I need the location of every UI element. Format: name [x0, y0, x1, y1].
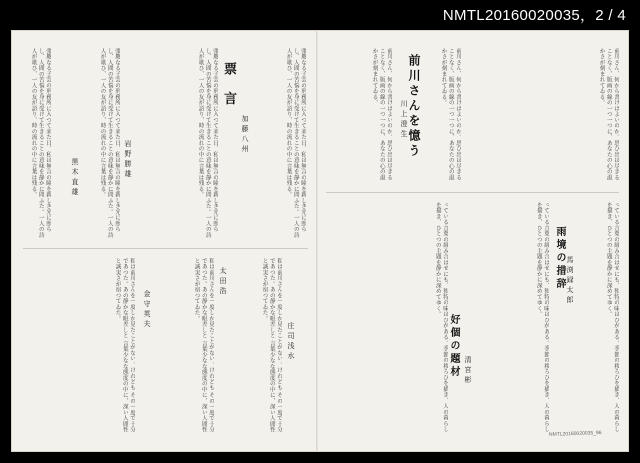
- article-author: 庄司浅水: [287, 322, 295, 362]
- article-body: 前川さん、何から書けばよいのか。思ひ出は尽きることなく、版画の線の一つ一つに、あなたの心の温かさが刻まれてゐる。: [440, 48, 461, 181]
- article-body-cont: 張慶なる子雲の刑務所に入つて来た日、私は無言の瞳を新しき光に照らし、人間の苦悩を身に受けて生きることの意味を静かに問ふた。一人の詩人が歌ひ、一人の友が語り、時の流れの中に言葉は残る。: [197, 48, 218, 238]
- left-top-band: [21, 40, 308, 245]
- article-author: 清宮彬: [464, 356, 472, 386]
- article-body: っている言葉の組み合はせにも、独特の味はひがある。季節の移ろひを描き、人の暮らしを描き、ひとつの主題を静かに深めてゆく。: [535, 202, 549, 432]
- article-body-cont: っている言葉の組み合はせにも、独特の味はひがある。季節の移ろひを描き、人の暮らしを描き、ひとつの主題を静かに深めてゆく。: [434, 202, 448, 432]
- right-bottom-band: [328, 196, 621, 442]
- article-body-cont: 前川さん、何から書けばよいのか。思ひ出は尽きることなく、版画の線の一つ一つに、あなたの心の温かさが刻まれてゐる。: [371, 48, 392, 181]
- article-body-cont: 私は前川さんを一度しか見たことがない。けれども その一度で十分であつた。あの静かな眼差しと 言葉少なな態度の中に、深い人間性と誠実さが宿つてゐた。: [114, 258, 135, 433]
- article-body-cont: 前川さん、何から書けばよいのか。思ひ出は尽きることなく、版画の線の一つ一つに、あなたの心の温かさが刻まれてゐる。: [598, 48, 619, 181]
- article-title: 雨境の措辞: [554, 226, 565, 291]
- article-body-cont: っている言葉の組み合はせにも、独特の味はひがある。季節の移ろひを描き、人の暮らしを描き、ひとつの主題を静かに深めてゆく。: [605, 202, 619, 432]
- right-top-band: [328, 40, 621, 190]
- article-title: 好個の題材: [448, 314, 459, 379]
- article-body-cont: 私は前川さんを一度しか見たことがない。けれども その一度で十分であつた。あの静かな眼差しと 言葉少なな態度の中に、深い人間性と誠実さが宿つてゐた。: [193, 258, 214, 433]
- article-author: 黒木直雄: [71, 158, 79, 198]
- article-author: 岩野勝雄: [124, 140, 132, 180]
- article-body: 張慶なる子雲の刑務所に入つて来た日、私は無言の瞳を新しき光に照らし、人間の苦悩を身に受けて生きることの意味を静かに問ふた。一人の詩人が歌ひ、一人の友が語り、時の流れの中に言葉は残る。: [285, 48, 306, 238]
- section-divider: [23, 248, 308, 249]
- right-page: [318, 30, 629, 452]
- section-divider: [326, 192, 619, 193]
- archive-id-label: NMTL20160020035，2 / 4: [442, 7, 626, 24]
- article-author: 加藤八州: [241, 115, 249, 155]
- article-title: 前川さんを憶う: [407, 54, 421, 159]
- article-author: 金守英夫: [143, 290, 151, 330]
- archive-header: [0, 0, 640, 28]
- article-title: 票 言: [221, 62, 236, 111]
- left-page: [11, 30, 316, 452]
- article-author: 川上澄生: [400, 100, 408, 140]
- article-author: 馬渕録太郎: [566, 256, 574, 306]
- article-body-cont: 張慶なる子雲の刑務所に入つて来た日、私は無言の瞳を新しき光に照らし、人間の苦悩を身に受けて生きることの意味を静かに問ふた。一人の詩人が歌ひ、一人の友が語り、時の流れの中に言葉は残る。: [30, 48, 51, 238]
- archive-stamp: NMTL20160020035_96: [549, 430, 603, 438]
- article-author: 太田浩: [219, 267, 227, 297]
- left-bottom-band: [21, 252, 308, 442]
- article-body-cont: 張慶なる子雲の刑務所に入つて来た日、私は無言の瞳を新しき光に照らし、人間の苦悩を身に受けて生きることの意味を静かに問ふた。一人の詩人が歌ひ、一人の友が語り、時の流れの中に言葉は残る。: [99, 48, 120, 238]
- article-body: 私は前川さんを一度しか見たことがない。けれども その一度で十分であつた。あの静かな眼差しと 言葉少なな態度の中に、深い人間性と誠実さが宿つてゐた。: [261, 258, 282, 433]
